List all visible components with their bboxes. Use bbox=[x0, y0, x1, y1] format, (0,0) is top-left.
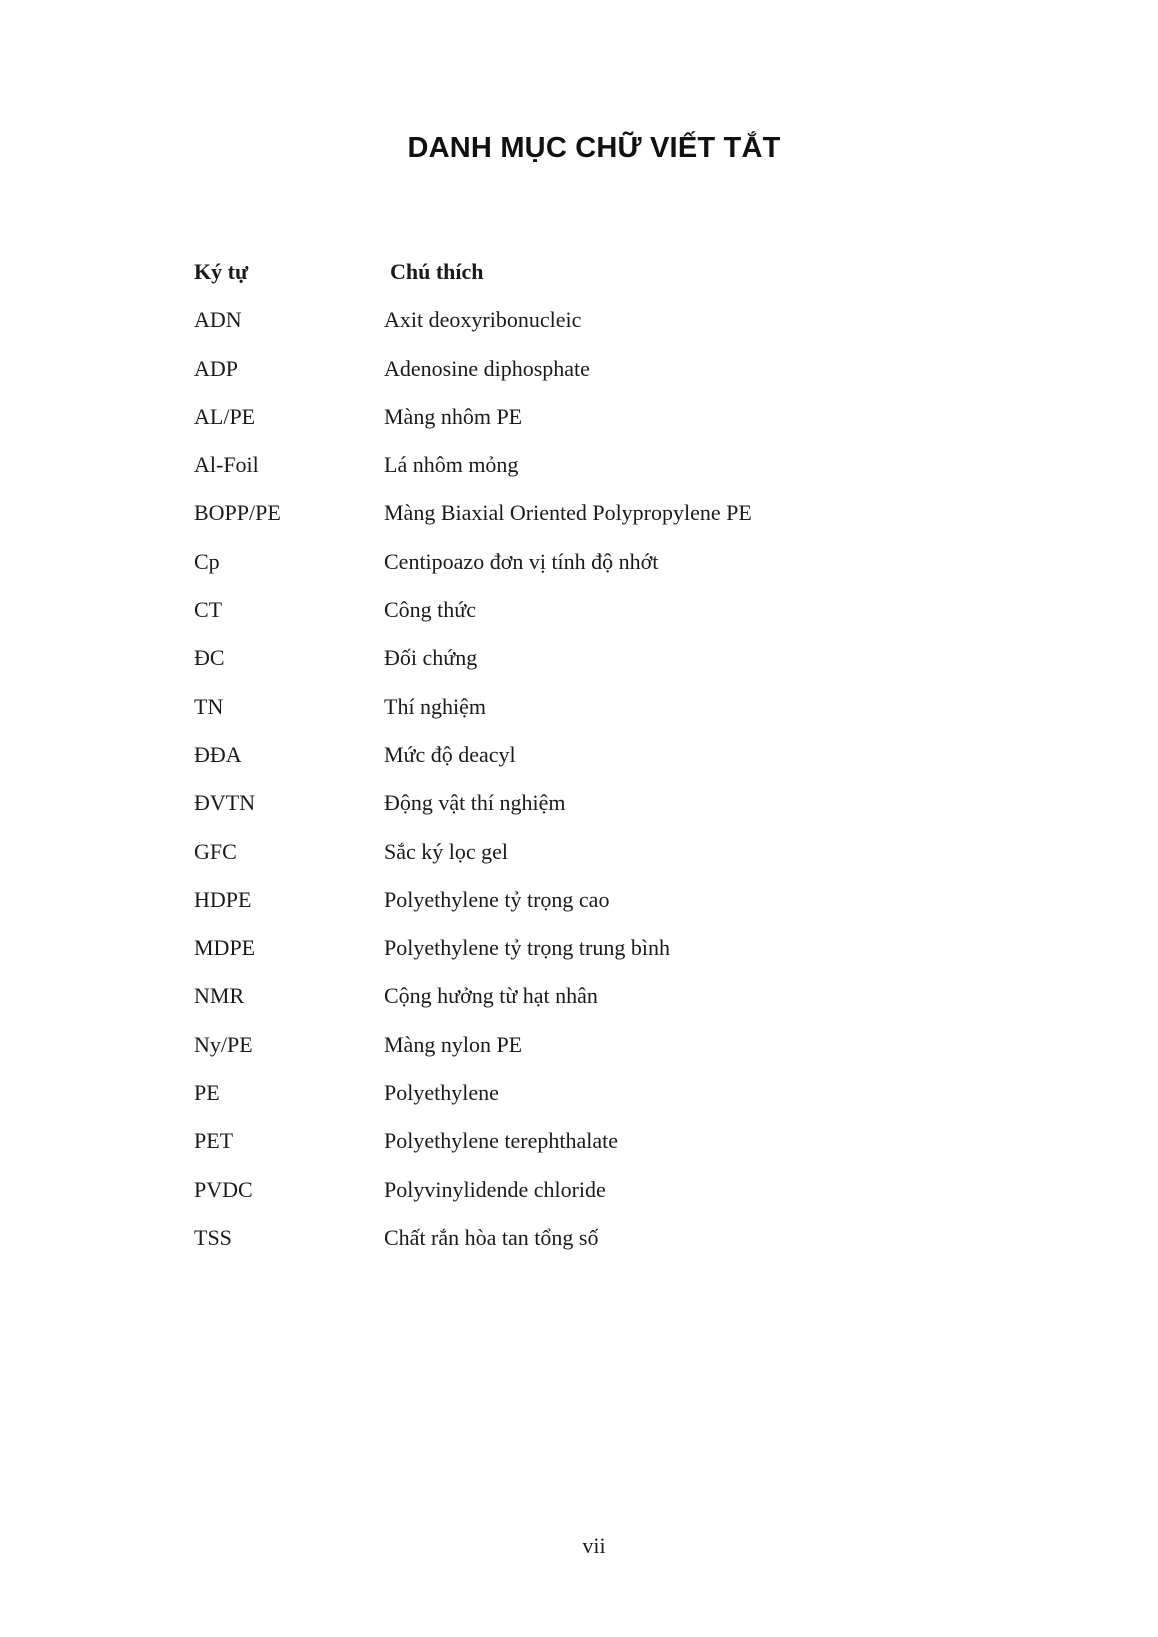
abbreviation-description: Adenosine diphosphate bbox=[384, 355, 590, 381]
table-row bbox=[194, 356, 994, 404]
abbreviation-description: Cộng hưởng từ hạt nhân bbox=[384, 983, 598, 1009]
table-row bbox=[194, 452, 994, 500]
abbreviation-description: Polyethylene terephthalate bbox=[384, 1128, 618, 1154]
abbreviation-code: NMR bbox=[194, 983, 245, 1009]
abbreviation-description: Động vật thí nghiệm bbox=[384, 790, 566, 816]
abbreviation-description: Lá nhôm mỏng bbox=[384, 452, 519, 478]
abbreviation-description: Polyethylene tỷ trọng cao bbox=[384, 886, 610, 912]
table-header-row bbox=[194, 259, 994, 307]
table-row bbox=[194, 500, 994, 548]
header-description: Chú thích bbox=[390, 259, 484, 284]
table-body bbox=[194, 307, 994, 1273]
table-row bbox=[194, 1128, 994, 1176]
abbreviation-code: HDPE bbox=[194, 886, 252, 912]
table-row bbox=[194, 597, 994, 645]
abbreviation-description: Mức độ deacyl bbox=[384, 741, 516, 767]
abbreviation-description: Centipoazo đơn vị tính độ nhớt bbox=[384, 548, 659, 574]
abbreviation-code: PVDC bbox=[194, 1176, 253, 1202]
abbreviation-code: Cp bbox=[194, 548, 220, 574]
abbreviation-description: Sắc ký lọc gel bbox=[384, 838, 509, 864]
table-row bbox=[194, 404, 994, 452]
page-number: vii bbox=[582, 1533, 606, 1558]
abbreviation-description: Màng Biaxial Oriented Polypropylene PE bbox=[384, 500, 752, 526]
abbreviation-description: Polyethylene tỷ trọng trung bình bbox=[384, 935, 670, 961]
abbreviation-code: ADP bbox=[194, 355, 239, 381]
table-row bbox=[194, 1032, 994, 1080]
table-row bbox=[194, 983, 994, 1031]
abbreviation-code: MDPE bbox=[194, 935, 256, 961]
abbreviation-code: ĐVTN bbox=[194, 790, 256, 816]
table-row bbox=[194, 935, 994, 983]
abbreviation-code: GFC bbox=[194, 838, 237, 864]
abbreviation-description: Màng nhôm PE bbox=[384, 403, 523, 429]
abbreviation-code: TN bbox=[194, 693, 224, 719]
abbreviation-description: Thí nghiệm bbox=[384, 693, 487, 719]
abbreviation-code: PE bbox=[194, 1080, 220, 1106]
table-row bbox=[194, 694, 994, 742]
abbreviation-description: Đối chứng bbox=[384, 645, 478, 671]
table-row bbox=[194, 645, 994, 693]
abbreviation-code: BOPP/PE bbox=[194, 500, 281, 526]
abbreviation-description: Polyethylene bbox=[384, 1080, 499, 1106]
page-title: DANH MỤC CHỮ VIẾT TẮT bbox=[407, 132, 781, 164]
table-row bbox=[194, 307, 994, 355]
abbreviation-description: Axit deoxyribonucleic bbox=[384, 307, 582, 333]
abbreviation-code: CT bbox=[194, 597, 223, 623]
abbreviation-code: Al-Foil bbox=[194, 452, 259, 478]
abbreviation-code: ĐC bbox=[194, 645, 225, 671]
abbreviation-table bbox=[194, 259, 994, 1273]
table-row bbox=[194, 1177, 994, 1225]
abbreviation-code: PET bbox=[194, 1128, 234, 1154]
table-row bbox=[194, 1080, 994, 1128]
table-row bbox=[194, 887, 994, 935]
table-row bbox=[194, 790, 994, 838]
table-row bbox=[194, 742, 994, 790]
header-code: Ký tự bbox=[194, 259, 249, 284]
abbreviation-code: ĐĐA bbox=[194, 741, 242, 767]
abbreviation-description: Chất rắn hòa tan tổng số bbox=[384, 1224, 599, 1250]
abbreviation-code: AL/PE bbox=[194, 403, 256, 429]
abbreviation-code: TSS bbox=[194, 1224, 232, 1250]
table-row bbox=[194, 1225, 994, 1273]
table-row bbox=[194, 549, 994, 597]
abbreviation-code: ADN bbox=[194, 307, 242, 333]
table-row bbox=[194, 839, 994, 887]
abbreviation-description: Công thức bbox=[384, 597, 476, 623]
abbreviation-description: Polyvinylidende chloride bbox=[384, 1176, 606, 1202]
abbreviation-description: Màng nylon PE bbox=[384, 1031, 523, 1057]
abbreviation-code: Ny/PE bbox=[194, 1031, 253, 1057]
